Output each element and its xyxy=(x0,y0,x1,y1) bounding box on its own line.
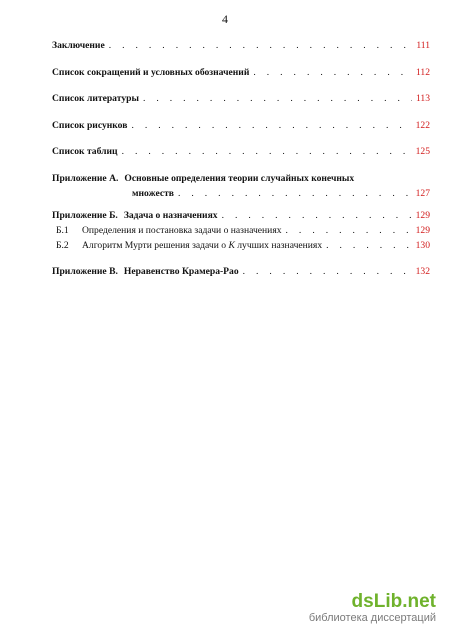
title-part: Алгоритм Мурти решения задачи о xyxy=(82,239,227,251)
appendix-prefix: Приложение В. xyxy=(52,266,118,277)
toc-entry-figures[interactable] xyxy=(52,120,430,132)
table-of-contents xyxy=(52,40,430,278)
appendix-prefix: Приложение Б. xyxy=(52,209,118,221)
dot-leader xyxy=(131,120,411,132)
dot-leader xyxy=(253,67,412,79)
toc-subentry-title: Определения и постановка задачи о назначениях xyxy=(82,224,282,236)
site-watermark[interactable] xyxy=(309,592,436,625)
toc-entry-appendix-a-line1[interactable] xyxy=(52,173,430,185)
section-number: Б.2 xyxy=(56,239,69,251)
toc-entry-title: Список сокращений и условных обозначений xyxy=(52,66,250,78)
toc-entry-title-continuation: множеств xyxy=(132,187,174,199)
toc-entry-title: Список литературы xyxy=(52,93,139,104)
toc-entry-title: Основные определения теории случайных конечных xyxy=(124,172,355,184)
dot-leader xyxy=(109,40,413,52)
dot-leader xyxy=(143,93,412,105)
toc-entry-title: Задача о назначениях xyxy=(123,209,218,221)
dot-leader xyxy=(286,225,412,237)
toc-subentry-b1[interactable] xyxy=(52,225,430,237)
dot-leader xyxy=(222,210,412,222)
dot-leader xyxy=(122,146,412,158)
appendix-prefix: Приложение А. xyxy=(52,172,119,184)
toc-subentry-b2[interactable] xyxy=(52,240,430,252)
toc-entry-appendix-v[interactable] xyxy=(52,266,430,278)
dslib-logo: dsLib.net xyxy=(351,591,436,612)
toc-page-link[interactable]: 129 xyxy=(415,224,430,236)
toc-page-link[interactable]: 129 xyxy=(415,209,430,221)
toc-entry-abbreviations[interactable] xyxy=(52,67,430,79)
toc-page-link[interactable]: 112 xyxy=(415,66,430,78)
toc-entry-title: Неравенство Крамера-Рао xyxy=(123,266,239,277)
toc-entry-title: Заключение xyxy=(52,40,105,51)
toc-page-link[interactable]: 122 xyxy=(415,119,430,131)
toc-entry-appendix-b[interactable] xyxy=(52,210,430,222)
toc-entry-conclusion[interactable] xyxy=(52,40,430,52)
toc-subentry-title xyxy=(82,240,322,252)
toc-page-link[interactable]: 130 xyxy=(415,239,430,251)
dslib-tagline: библиотека диссертаций xyxy=(308,612,436,624)
toc-entry-appendix-a-line2[interactable] xyxy=(52,188,430,200)
toc-page-link[interactable]: 125 xyxy=(415,146,430,157)
toc-page-link[interactable]: 132 xyxy=(415,266,430,277)
toc-entry-title: Список рисунков xyxy=(52,119,128,131)
toc-entry-references[interactable] xyxy=(52,93,430,105)
dot-leader xyxy=(178,188,412,200)
page-number: 4 xyxy=(222,12,228,26)
dot-leader xyxy=(326,240,411,252)
math-variable-k: K xyxy=(228,239,235,251)
toc-entry-title: Список таблиц xyxy=(52,146,118,157)
toc-page-link[interactable]: 113 xyxy=(415,93,430,104)
toc-page-link[interactable]: 111 xyxy=(416,40,430,51)
title-part: лучших назначениях xyxy=(237,239,323,251)
dot-leader xyxy=(243,266,412,278)
toc-entry-tables[interactable] xyxy=(52,146,430,158)
toc-page-link[interactable]: 127 xyxy=(415,187,430,199)
section-number: Б.1 xyxy=(56,224,69,236)
